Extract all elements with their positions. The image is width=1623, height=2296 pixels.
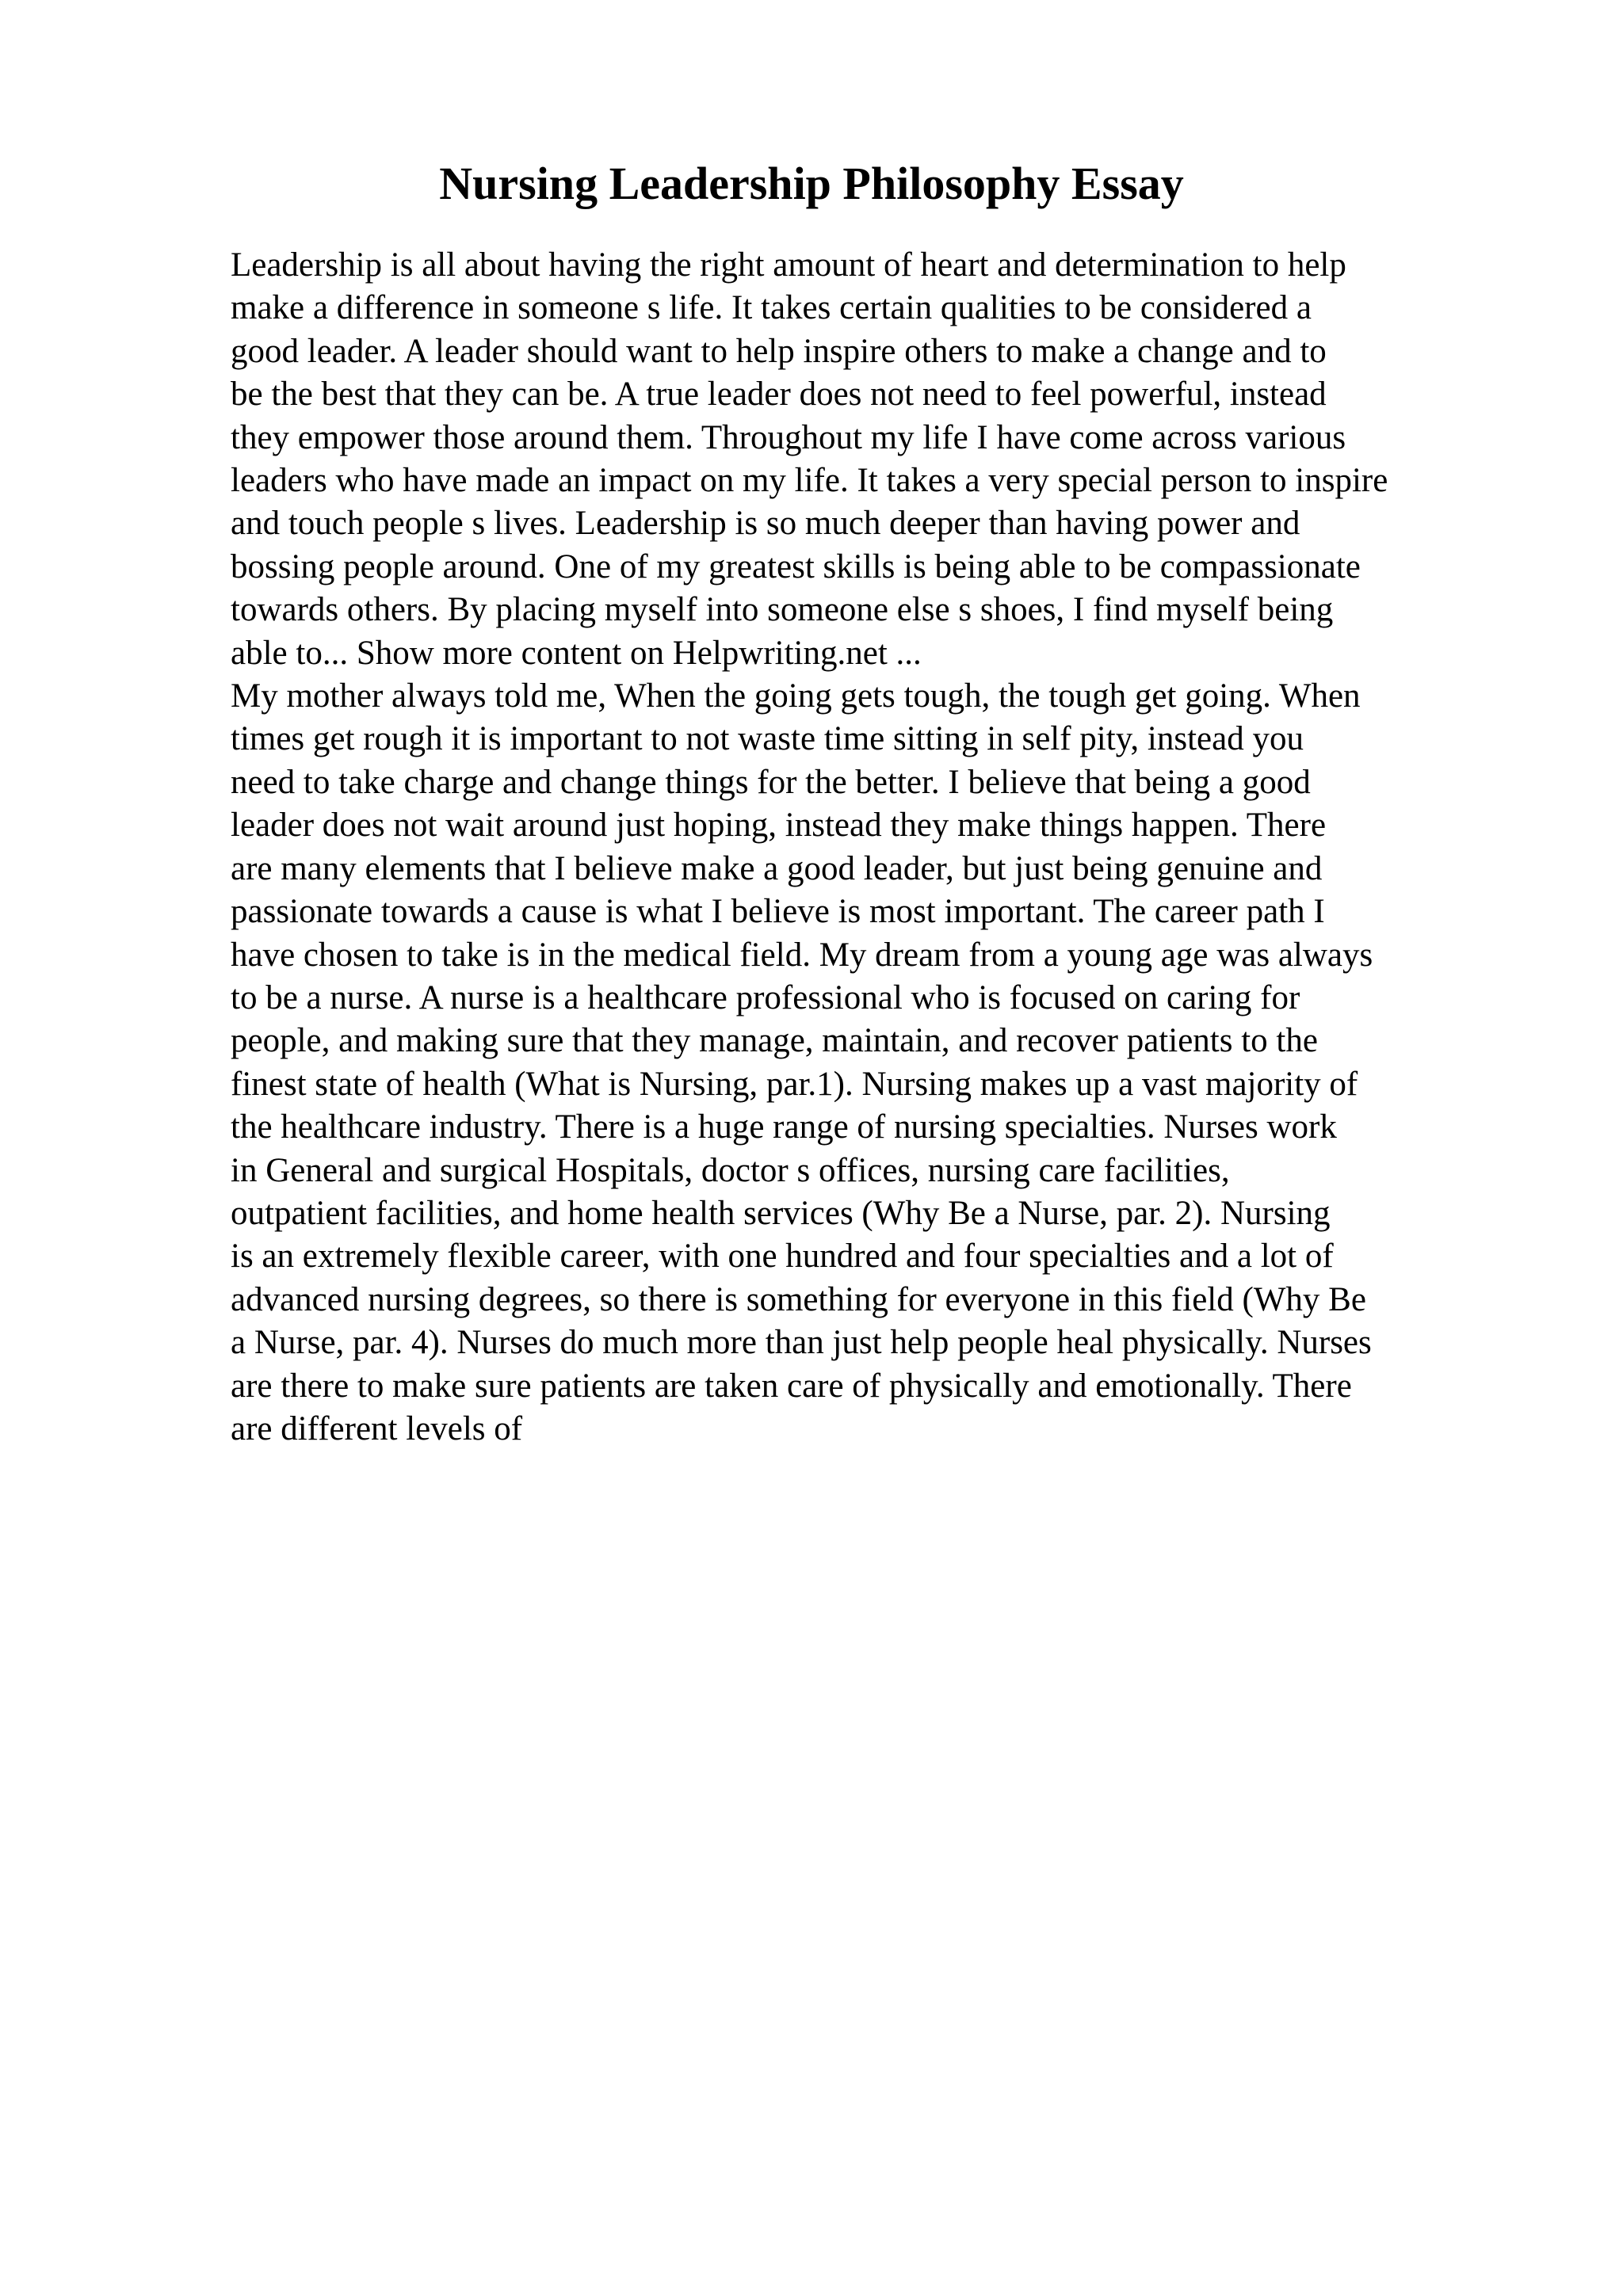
essay-body: [231, 244, 1594, 1451]
text-line: towards others. By placing myself into someone else s shoes, I find myself being: [231, 591, 1334, 629]
text-line: to be a nurse. A nurse is a healthcare professional who is focused on caring for: [231, 978, 1300, 1016]
text-line: they empower those around them. Throughout my life I have come across various: [231, 418, 1346, 456]
text-line: leader does not wait around just hoping, instead they make things happen. There: [231, 807, 1327, 845]
text-line: and touch people s lives. Leadership is so much deeper than having power and: [231, 505, 1300, 543]
text-line: My mother always told me, When the going gets tough, the tough get going. When: [231, 677, 1361, 715]
text-line: in General and surgical Hospitals, doctor s offices, nursing care facilities,: [231, 1151, 1230, 1189]
document-title: Nursing Leadership Philosophy Essay: [439, 158, 1184, 209]
text-line: outpatient facilities, and home health services (Why Be a Nurse, par. 2). Nursing: [231, 1194, 1331, 1232]
text-line: advanced nursing degrees, so there is something for everyone in this field (Why Be: [231, 1280, 1366, 1318]
text-line: times get rough it is important to not waste time sitting in self pity, instead you: [231, 720, 1304, 758]
text-line: a Nurse, par. 4). Nurses do much more than just help people heal physically. Nurses: [231, 1324, 1372, 1362]
text-line: leaders who have made an impact on my life. It takes a very special person to inspire: [231, 462, 1388, 500]
text-line: finest state of health (What is Nursing, par.1). Nursing makes up a vast majority of: [231, 1065, 1358, 1103]
text-line: have chosen to take is in the medical field. My dream from a young age was always: [231, 936, 1373, 974]
text-line: make a difference in someone s life. It takes certain qualities to be considered a: [231, 289, 1312, 327]
text-line: bossing people around. One of my greatest skills is being able to be compassionate: [231, 547, 1361, 585]
text-line: people, and making sure that they manage, maintain, and recover patients to the: [231, 1022, 1318, 1060]
text-line: the healthcare industry. There is a huge range of nursing specialties. Nurses work: [231, 1108, 1337, 1146]
text-line: need to take charge and change things for the better. I believe that being a good: [231, 763, 1311, 801]
text-line: are many elements that I believe make a good leader, but just being genuine and: [231, 849, 1323, 887]
text-line: Leadership is all about having the right amount of heart and determination to help: [231, 246, 1346, 284]
text-line: good leader. A leader should want to help inspire others to make a change and to: [231, 332, 1327, 370]
text-line: able to... Show more content on Helpwriting.net ...: [231, 634, 922, 672]
text-line: be the best that they can be. A true leader does not need to feel powerful, instead: [231, 376, 1327, 414]
text-line: are different levels of: [231, 1409, 523, 1447]
text-line: are there to make sure patients are taken care of physically and emotionally. There: [231, 1367, 1352, 1405]
text-line: is an extremely flexible career, with one hundred and four specialties and a lot of: [231, 1238, 1334, 1276]
text-line: passionate towards a cause is what I believe is most important. The career path I: [231, 893, 1325, 931]
